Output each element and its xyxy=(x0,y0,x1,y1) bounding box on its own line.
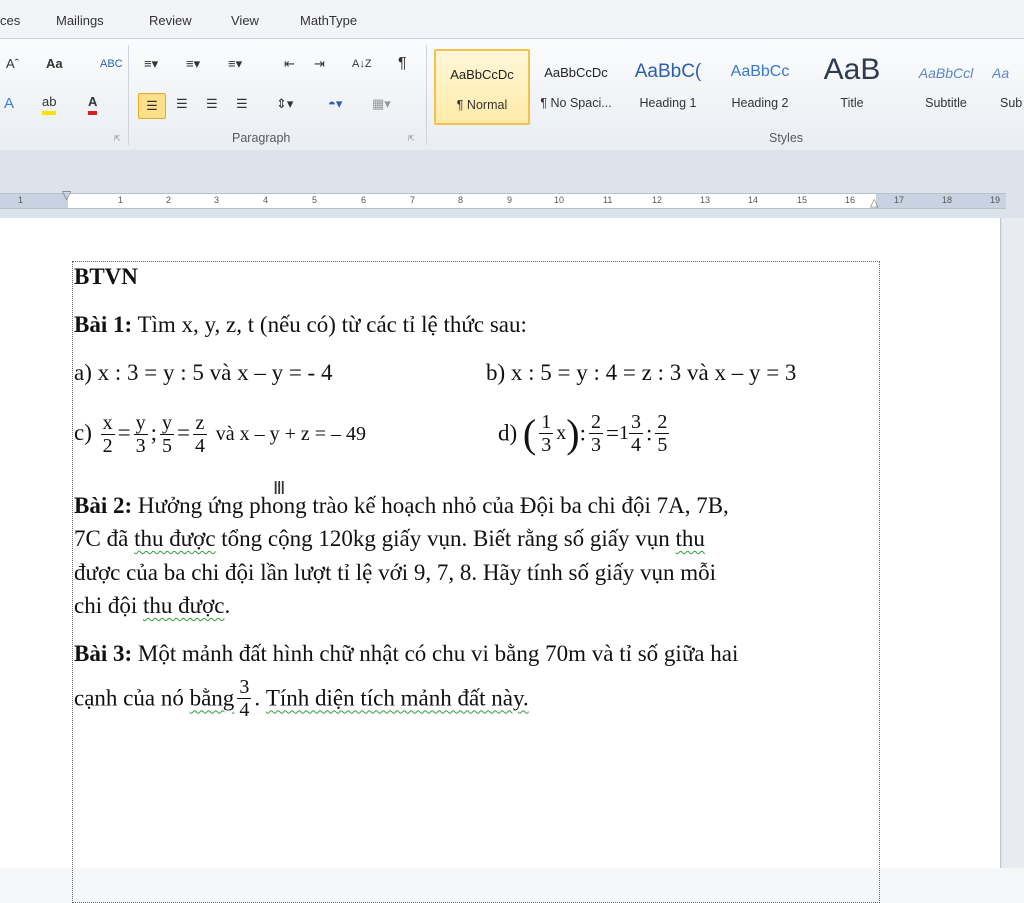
change-case-button[interactable]: Aa xyxy=(46,56,63,71)
ruler-tick: 1 xyxy=(18,195,24,205)
style-title[interactable]: AaB Title xyxy=(823,53,881,110)
ruler-tick: 3 xyxy=(214,195,220,205)
ruler-tick: 19 xyxy=(990,195,1001,205)
text-cursor-icon: Ⅲ xyxy=(273,478,286,499)
ruler-left-margin xyxy=(0,194,68,208)
text-effects-icon[interactable]: A xyxy=(4,95,15,112)
borders-icon[interactable]: ▦▾ xyxy=(372,96,391,111)
first-line-indent-icon[interactable]: ▽ xyxy=(62,188,72,202)
bai1-part-b: b) x : 5 = y : 4 = z : 3 và x – y = 3 xyxy=(486,360,797,385)
bai2-label: Bài 2: xyxy=(74,493,133,518)
part-d-prefix: d) xyxy=(498,420,518,446)
ruler-tick: 9 xyxy=(507,195,513,205)
tab-references[interactable]: ces xyxy=(0,13,21,28)
bai2-line-1: Bài 2: Hưởng ứng phong trào kế hoạch nhỏ của Đội ba chi đội 7A, 7B, xyxy=(74,493,729,518)
fraction: $\frac{y}{5}$ xyxy=(162,412,172,457)
ruler-tick: 17 xyxy=(894,195,905,205)
style-subtitle[interactable]: AaBbCcl Subtitle xyxy=(918,65,974,110)
bai1-part-a: a) x : 3 = y : 5 và x – y = - 4 xyxy=(74,360,333,385)
ruler-tick: 12 xyxy=(652,195,663,205)
align-left-icon[interactable]: ☰ xyxy=(138,93,166,119)
style-heading-2[interactable]: AaBbCc Heading 2 xyxy=(730,63,790,110)
shading-icon[interactable]: ◓▾ xyxy=(328,96,343,111)
part-c-prefix: c) xyxy=(74,419,92,445)
bai3-label: Bài 3: xyxy=(74,641,133,666)
tab-review[interactable]: Review xyxy=(149,13,192,28)
bai1-heading xyxy=(74,312,527,338)
bai1-part-d: d) ( $\frac{1}{3}$ x): $\frac{2}{3}$ =1 $\frac{3}{4}$ : $\frac{2}{5}$ xyxy=(498,411,668,456)
fraction: $\frac{3}{4}$ xyxy=(630,411,641,456)
paragraph-group-label: Paragraph xyxy=(232,131,291,145)
fraction: $\frac{x}{2}$ xyxy=(102,412,113,457)
bai1-part-c: c) $\frac{x}{2}$ = $\frac{y}{3}$ ; $\frac{y}{5}$ = $\frac{z}{4}$ và x – y + z = – 49 xyxy=(74,412,367,457)
fraction: $\frac{2}{3}$ xyxy=(590,411,601,456)
styles-group-label: Styles xyxy=(769,131,804,145)
doc-title: BTVN xyxy=(74,264,138,289)
style-normal[interactable]: AaBbCcDc ¶ Normal xyxy=(434,49,530,125)
increase-indent-icon[interactable]: ⇥ xyxy=(314,56,325,71)
fraction: $\frac{2}{5}$ xyxy=(657,411,668,456)
decrease-indent-icon[interactable]: ⇤ xyxy=(284,56,295,71)
style-heading-1[interactable]: AaBbC( Heading 1 xyxy=(634,61,702,110)
ribbon xyxy=(0,38,1024,152)
bai1-text: Tìm x, y, z, t (nếu có) từ các tỉ lệ thức sau: xyxy=(132,312,527,337)
multilevel-list-icon[interactable]: ≡▾ xyxy=(228,56,243,71)
style-no-spacing[interactable]: AaBbCcDc ¶ No Spaci... xyxy=(540,65,612,110)
ruler-tick: 6 xyxy=(361,195,367,205)
align-center-icon[interactable]: ☰ xyxy=(176,96,188,111)
font-color-button[interactable]: A xyxy=(88,93,97,115)
line-spacing-icon[interactable]: ⇕▾ xyxy=(276,96,294,111)
spell-check-icon[interactable]: ABC xyxy=(100,58,123,70)
justify-icon[interactable]: ☰ xyxy=(236,96,248,111)
ruler-tick: 16 xyxy=(845,195,856,205)
ruler-tick: 10 xyxy=(554,195,565,205)
bullets-icon[interactable]: ≡▾ xyxy=(144,56,159,71)
font-dialog-launcher[interactable]: ⇱ xyxy=(114,134,121,143)
ruler-tick: 4 xyxy=(263,195,269,205)
sort-icon[interactable]: A↓Z xyxy=(352,58,372,70)
bai1-label: Bài 1: xyxy=(74,312,133,337)
bai3-line-2: cạnh của nó bằng $\frac{3}{4}$ . Tính diện tích mảnh đất này. xyxy=(74,676,529,721)
open-paren: ( xyxy=(522,411,537,456)
ruler-tick: 18 xyxy=(942,195,953,205)
paragraph-dialog-launcher[interactable]: ⇱ xyxy=(408,134,415,143)
tab-mailings[interactable]: Mailings xyxy=(56,13,104,28)
close-paren: ) xyxy=(566,411,580,456)
ruler-tick: 5 xyxy=(312,195,318,205)
right-indent-icon[interactable]: △ xyxy=(870,197,879,209)
align-right-icon[interactable]: ☰ xyxy=(206,96,218,111)
group-separator xyxy=(426,45,427,145)
tab-mathtype[interactable]: MathType xyxy=(300,13,358,28)
fraction: $\frac{y}{3}$ xyxy=(135,412,146,457)
ruler-tick: 8 xyxy=(458,195,464,205)
ruler-tick: 15 xyxy=(797,195,808,205)
tab-view[interactable]: View xyxy=(231,13,259,28)
ruler-tick: 13 xyxy=(700,195,711,205)
fraction: $\frac{z}{4}$ xyxy=(194,412,205,457)
bai3-line-1: Bài 3: Một mảnh đất hình chữ nhật có chu vi bằng 70m và tỉ số giữa hai xyxy=(74,641,739,666)
bai2-line-2: 7C đã thu được tổng cộng 120kg giấy vụn. Biết rằng số giấy vụn thu xyxy=(74,526,705,551)
fraction: $\frac{3}{4}$ xyxy=(239,676,250,721)
highlight-button[interactable]: ab xyxy=(42,93,56,115)
bai2-line-3: được của ba chi đội lần lượt tỉ lệ với 9, 7, 8. Hãy tính số giấy vụn mỗi xyxy=(74,560,717,585)
grow-font-button[interactable]: Aˆ xyxy=(6,56,19,71)
ruler-tick: 14 xyxy=(748,195,759,205)
ribbon-tab-bar xyxy=(0,0,1024,38)
style-subtle-emphasis[interactable]: Aa Sub xyxy=(992,65,1023,110)
ruler-tick: 1 xyxy=(118,195,124,205)
ruler-tick: 2 xyxy=(166,195,172,205)
horizontal-ruler[interactable] xyxy=(0,188,1006,209)
fraction: $\frac{1}{3}$ xyxy=(541,411,552,456)
show-formatting-icon[interactable]: ¶ xyxy=(398,55,407,72)
part-c-suffix: và x – y + z = – 49 xyxy=(215,423,367,445)
bai2-line-4: chi đội thu được. xyxy=(74,593,231,618)
numbering-icon[interactable]: ≡▾ xyxy=(186,56,201,71)
ruler-tick: 7 xyxy=(410,195,416,205)
vertical-scrollbar[interactable] xyxy=(1002,218,1024,868)
group-separator xyxy=(128,45,129,145)
ruler-tick: 11 xyxy=(603,195,613,205)
